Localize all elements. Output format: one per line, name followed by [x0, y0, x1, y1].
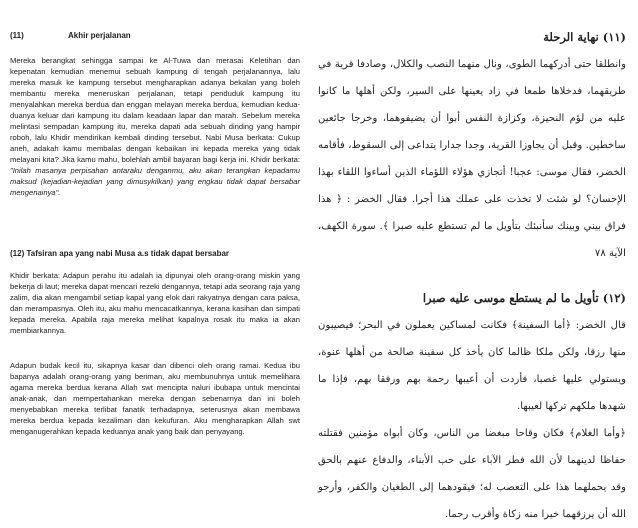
arabic-section-12-paragraph-1: قال الخضر: ﴿أما السفينة﴾ فكانت لمساكين يعملون في البحر؛ فيصيبون منها رزقا، ولكن ملكا ظالما كان يأخذ كل سفينة صالحة من أهلها عنوة، ويستولي عليها غصبا، فأردت أن أعيبها رحمة بهم ورفقا بهم، فإذا ما شهدها ملكهم تركها لعيبها.: [318, 320, 626, 412]
arabic-section-12-paragraph-2: ﴿وأما الغلام﴾ فكان وقاحا مبغضا من الناس، وكان أبواه مؤمنين فقتلته حفاظا لدينهما لأن الله فطر الآباء على حب الأبناء، والدفاع عنهم بالحق وقد يحملهما هذا على التعصب له؛ فيقودهما إلى الطغيان والكفر، وأرجو الله أن يرزقهما خيرا منه زكاة وأقرب رحما.: [318, 428, 626, 520]
arabic-section-11-title: (١١) نهاية الرحلة: [543, 30, 626, 44]
arabic-section-12-title: (١٢) تأويل ما لم يستطع موسى عليه صبرا: [422, 291, 626, 305]
section-11-number: (11): [10, 31, 24, 40]
section-12-title: (12) Tafsiran apa yang nabi Musa a.s tidak dapat bersabar: [10, 249, 230, 258]
arabic-section-11-paragraph: وانطلقا حتى أدركهما الطوى، ونال منهما النصب والكلال، وصادفا قرية في طريقهما، فدخلاها طمعا في زاد يعينها على السير، ولكن أهلها ما كانوا عليه من لؤم النحيزة، وكزازة النفس أبوا أن يضيفوهما، وخرجا جائعين ساخطين. وقبل أن يجاوزا القرية، وجدا جدارا يتداعى إلى السقوط، فأقامه الخضر، فقال موسى: عجبا! أتجازي هؤلاء اللؤماء الذين أساءوا اللقاء بهذا الإحسان؟ لو شئت لا تخذت على عملك هذا أجرا. فقال الخضر : ﴿ هذا فراق بيني وبينك سأنبئك بتأويل ما لم تستطع عليه صبرا ﴾. سورة الكهف، الآية ٧٨: [318, 59, 626, 259]
section-12-paragraph-1: Khidir berkata: Adapun perahu itu adalah ia dipunyai oleh orang-orang miskin yang bekerja di laut; mereka dapat mencari rezeki dengannya, tetapi ada seorang raja yang zalim, dia akan mengambil setiap kapal yang elok dari rakyatnya dengan cara paksa, dan merampasnya. Oleh itu, aku mahu mencacatkannya, kerana kasihan dan simpati kepada mereka. Apabila raja mereka melihat kapalnya rosak itu maka ia akan membiarkannya.: [10, 271, 300, 335]
section-11-title: Akhir perjalanan: [68, 31, 131, 40]
section-11-heading: [10, 30, 300, 41]
section-12-paragraph-2: Adapun budak kecil itu, sikapnya kasar dan dibenci oleh orang ramai. Kedua ibu bapanya adalah orang-orang yang beriman, aku membunuhnya untuk memelihara agama mereka berdua kerana Allah swt mencipta naluri ibubapa untuk mencintai anak-anak, dan mempertahankan mereka dengan sebenarnya dan ini boleh menyebabkan mereka terlibat fanatik terhadapnya, seterusnya akan membawa mereka berdua kepada kezaliman dan kekufuran. Aku mengharapkan Allah swt menganugerahkan kepada keduanya anak yang baik dan penyayang.: [10, 361, 300, 436]
arabic-text-column: [318, 24, 626, 528]
section-11-paragraph: [10, 55, 300, 198]
section-11-text: Mereka berangkat sehingga sampai ke Al-Tuwa dan merasai Keletihan dan kepenatan kemudian menemui sebuah kampung di tengah perjalanannya, lalu mereka masuk ke kampung tersebut mengharapkan adanya bekalan yang boleh membantu mereka meneruskan perjalanan, tetapi penduduk kampung itu menyalahkan mereka berdua dan enggan melayan mereka berdua, kemudian kedua-duanya keluar dari kampung itu dalam keadaan lapar dan marah. Sebelum mereka melintasi sempadan kampung itu, mereka dapati ada sebuah dinding yang hampir roboh, lalu Khidir mendirikan kembali dinding tersebut. Nabi Musa berkata: Cukup aneh, adakah kamu membalas dengan kebaikan ini kepada mereka yang tidak melayani kita? Jika kamu mahu, bolehlah ambil bayaran bagi kerja ini. Khidir berkata:: [10, 56, 300, 164]
malay-translation-column: [10, 30, 300, 437]
section-11-quote: "Inilah masanya perpisahan antaraku denganmu, aku akan terangkan kepadamu maksud (kejadian-kejadian yang dimusykilkan) yang engkau tidak dapat bersabar mengenainya".: [10, 166, 300, 197]
